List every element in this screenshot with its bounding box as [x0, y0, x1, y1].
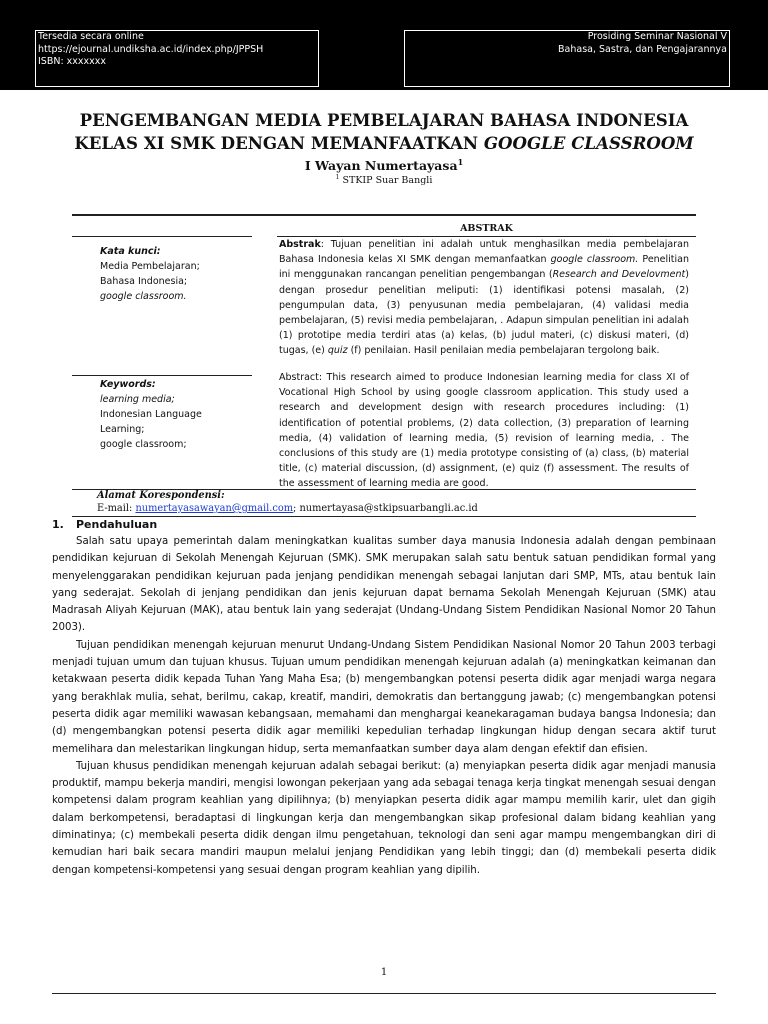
paragraph: Tujuan pendidikan menengah kejuruan menurut Undang-Undang Sistem Pendidikan Nasional Nomor 20 Tahun 2003 terbagi menjadi tujuan umum dan tujuan khusus. Tujuan umum pendidikan menengah kejuruan adalah (a) meningkatkan keimanan dan ketakwaan peserta didik kepada Tuhan Yang Maha Esa; (b) mengembangkan potensi peserta didik agar menjadi warga negara yang berakhlak mulia, sehat, berilmu, cakap, kreatif, mandiri, demokratis dan bertanggung jawab; (c) mengembangkan potensi peserta didik agar memiliki wawasan kebangsaan, memahami dan menghargai keanekaragaman budaya bangsa Indonesia; dan (d) mengembangkan potensi peserta didik agar memiliki kepedulian terhadap lingkungan hidup dengan secara aktif turut memelihara dan melestarikan lingkungan hidup, serta memanfaatkan sumber daya alam dengan efektif dan efisien.	[52, 639, 716, 755]
journal-info-box	[35, 30, 319, 87]
kata-kunci-item: google classroom.	[100, 291, 187, 302]
body-text	[52, 533, 716, 879]
proceedings-subtitle: Bahasa, Sastra, dan Pengajarannya	[558, 43, 727, 55]
section-number: 1.	[52, 518, 64, 531]
abstrak-italic: Research and Develovment	[552, 269, 686, 281]
kata-kunci-item: Bahasa Indonesia;	[100, 276, 188, 287]
correspondence-bottom-rule	[72, 516, 696, 517]
abstrak-heading: ABSTRAK	[460, 223, 513, 234]
paper-title-line2	[40, 132, 728, 154]
section-heading	[52, 518, 157, 531]
paragraph: Salah satu upaya pemerintah dalam meningkatkan kualitas sumber daya manusia Indonesia adalah dengan pembinaan pendidikan kejuruan di Sekolah Menengah Kejuruan (SMK). SMK merupakan salah satu bentuk satuan pendidikan formal yang menyelenggarakan pendidikan kejuruan pada jenjang pendidikan menengah sebagai lanjutan dari SMP, MTs, atau bentuk lain yang sederajat. Sekolah di jenjang pendidikan dan jenis kejuruan dapat bernama Sekolah Menengah Kejuruan (SMK) atau Madrasah Aliyah Kejuruan (MAK), atau bentuk lain yang sederajat (Undang-Undang Sistem Pendidikan Nasional Nomor 20 Tahun 2003).	[52, 536, 716, 634]
correspondence-emails	[97, 502, 478, 515]
journal-url[interactable]: https://ejournal.undiksha.ac.id/index.php/JPPSH	[38, 43, 264, 55]
keyword-item: learning media;	[100, 394, 175, 405]
paragraph: Tujuan khusus pendidikan menengah kejuruan adalah sebagai berikut: (a) menyiapkan peserta didik agar menjadi manusia produktif, mampu bekerja mandiri, mengisi lowongan pekerjaan yang ada sebagai tenaga kerja tingkat menengah sesuai dengan kompetensi dalam program keahlian yang dipilihnya; (b) menyiapkan peserta didik agar mampu memilih karir, ulet dan gigih dalam berkompetensi, beradaptasi di lingkungan kerja dan mengembangkan sikap profesional dalam bidang keahlian yang diminatinya; (c) membekali peserta didik dengan ilmu pengetahuan, teknologi dan seni agar mampu mengembangkan diri di kemudian hari baik secara mandiri maupun melalui jenjang Pendidikan yang lebih tinggi; dan (d) membekali peserta didik dengan kompetensi-kompetensi yang sesuai dengan program keahlian yang dipilih.	[52, 760, 716, 876]
abstrak-italic: google classroom.	[550, 254, 639, 266]
journal-header-bar	[0, 0, 768, 90]
keyword-item: google classroom;	[100, 439, 187, 450]
keywords-label: Keywords:	[100, 379, 156, 390]
keyword-item: Indonesian Language	[100, 409, 202, 420]
kata-kunci-top-rule	[72, 236, 252, 237]
kata-kunci-item: Media Pembelajaran;	[100, 261, 200, 272]
proceedings-title: Prosiding Seminar Nasional V	[587, 31, 727, 42]
correspondence-block	[97, 489, 478, 515]
abstrak-text: : Tujuan penelitian ini adalah untuk menghasilkan media pembelajaran Bahasa Indonesia kelas XI SMK dengan memanfaatkan	[279, 239, 689, 266]
keyword-item: Learning;	[100, 424, 145, 435]
abstrak-italic: quiz	[327, 345, 348, 357]
kata-kunci-label: Kata kunci:	[100, 246, 161, 257]
kata-kunci-block	[100, 244, 250, 304]
title-line2-plain: KELAS XI SMK DENGAN MEMANFAATKAN	[74, 133, 484, 153]
email-prefix: E-mail:	[97, 503, 136, 514]
page-number: 1	[380, 967, 388, 978]
affiliation-name: STKIP Suar Bangli	[339, 175, 433, 187]
abstrak-text: Penelitian ini menggunakan rancangan penelitian pengembangan (	[279, 254, 690, 281]
email-link-gmail[interactable]: numertayasawayan@gmail.com	[135, 503, 294, 514]
keywords-top-rule	[72, 375, 252, 376]
affiliation	[0, 172, 768, 187]
title-line2-italic: GOOGLE CLASSROOM	[483, 133, 694, 153]
section-title: Pendahuluan	[76, 518, 158, 531]
author-superscript: 1	[457, 157, 464, 167]
keywords-block	[100, 377, 250, 452]
author-name-text: I Wayan Numertayasa	[304, 158, 458, 174]
abstract-top-rule	[72, 214, 696, 216]
email-separator: ;	[293, 503, 300, 514]
isbn-text: ISBN: xxxxxxx	[38, 56, 107, 67]
abstrak-text: ) dengan prosedur penelitian meliputi: (1) identifikasi potensi masalah, (2) pengumpulan data, (3) penyusunan media pembelajaran, (4) validasi media pembelajaran, (5) revisi media pembelajaran, . Adapun simpulan penelitian ini adalah (1) prototipe media terdiri atas (a) kelas, (b) judul materi, (c) diskusi materi, (d) tugas, (e)	[279, 269, 689, 357]
email-institution: numertayasa@stkipsuarbangli.ac.id	[299, 503, 478, 514]
abstrak-indonesian	[279, 237, 689, 359]
proceedings-info-box	[404, 30, 730, 87]
affiliation-superscript: 1	[335, 174, 340, 181]
paper-title-line1: PENGEMBANGAN MEDIA PEMBELAJARAN BAHASA INDONESIA	[79, 110, 689, 130]
availability-text: Tersedia secara online	[38, 31, 144, 42]
correspondence-label: Alamat Korespondensi:	[97, 490, 225, 501]
abstract-english: Abstract: This research aimed to produce Indonesian learning media for class XI of Vocational High School by using google classroom application. This study used a research and development design with research procedures including: (1) identification of potential problems, (2) data collection, (3) preparation of learning media, (4) validation of learning media, (5) revision of learning media, . The conclusions of this study are (1) media prototype consisting of (a) class, (b) material title, (c) material discussion, (d) assignment, (e) quiz (f) assessment. The results of the assessment of learning media are good.	[279, 372, 689, 490]
abstrak-label: Abstrak	[279, 239, 321, 250]
abstrak-text: (f) penilaian. Hasil penilaian media pembelajaran tergolong baik.	[347, 345, 660, 357]
footer-rule	[52, 993, 716, 994]
